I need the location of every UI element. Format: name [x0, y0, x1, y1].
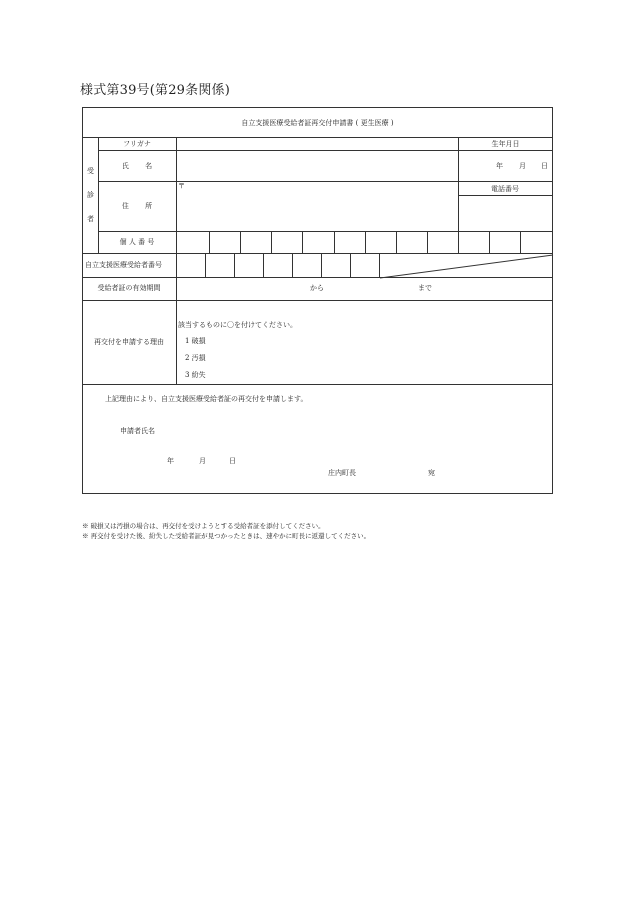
- form-number: 様式第39号(第29条関係): [80, 83, 231, 98]
- digit-box-divider: [427, 231, 428, 253]
- footnote: ※ 再交付を受けた後、紛失した受給者証が見つかったときは、速やかに町長に返還してください。: [82, 532, 371, 540]
- patient-group-char: 受: [87, 167, 94, 175]
- digit-box-divider: [520, 231, 521, 253]
- patient-group-char: 診: [87, 191, 94, 199]
- row-divider: [82, 300, 553, 301]
- digit-box-divider: [489, 231, 490, 253]
- digit-box-divider: [263, 253, 264, 277]
- declaration-text: 上記理由により、自立支援医療受給者証の再交付を申請します。: [105, 395, 308, 403]
- digit-box-divider: [396, 231, 397, 253]
- digit-box-divider: [350, 253, 351, 277]
- date-month-unit: 月: [199, 457, 206, 465]
- footnote: ※ 破損又は汚損の場合は、再交付を受けようとする受給者証を添付してください。: [82, 522, 325, 530]
- digit-box-divider: [292, 253, 293, 277]
- digit-box-divider: [321, 253, 322, 277]
- birth-month-unit: 月: [519, 162, 526, 170]
- patient-group-char: 者: [87, 215, 94, 223]
- digit-box-divider: [234, 253, 235, 277]
- certificate-number-label: 自立支援医療受給者番号: [85, 261, 162, 269]
- col-divider: [458, 137, 459, 231]
- digit-box-divider: [334, 231, 335, 253]
- row-divider: [98, 181, 553, 182]
- digit-box-divider: [458, 231, 459, 253]
- date-year-unit: 年: [167, 457, 174, 465]
- name-label: 氏 名: [121, 162, 153, 170]
- date-day-unit: 日: [229, 457, 236, 465]
- validity-from: から: [310, 284, 324, 292]
- digit-box-divider: [205, 253, 206, 277]
- furigana-label: フリガナ: [123, 140, 151, 148]
- individual-number-label: 個 人 番 号: [119, 238, 155, 246]
- col-divider: [176, 137, 177, 384]
- postal-mark: 〒: [178, 182, 185, 190]
- row-divider: [98, 231, 553, 232]
- reason-option: 3 紛失: [185, 371, 206, 379]
- digit-box-divider: [302, 231, 303, 253]
- applicant-label: 申請者氏名: [120, 427, 155, 435]
- addressee: 庄内町長: [328, 469, 356, 477]
- validity-to: まで: [418, 284, 432, 292]
- birth-day-unit: 日: [541, 162, 548, 170]
- birth-year-unit: 年: [496, 162, 503, 170]
- validity-label: 受給者証の有効期間: [97, 284, 161, 292]
- phone-label: 電話番号: [491, 185, 519, 193]
- form-title: 自立支援医療受給者証再交付申請書 ( 更生医療 ): [241, 119, 394, 127]
- birthdate-label: 生年月日: [491, 140, 520, 148]
- row-divider: [98, 150, 553, 151]
- reason-option: 1 破損: [185, 337, 206, 345]
- digit-box-divider: [365, 231, 366, 253]
- digit-box-divider: [209, 231, 210, 253]
- footnotes: [82, 521, 370, 541]
- reason-label: 再交付を申請する理由: [94, 338, 164, 346]
- col-divider: [98, 137, 99, 253]
- digit-box-divider: [271, 231, 272, 253]
- honorific: 宛: [428, 469, 435, 477]
- address-label: 住 所: [121, 202, 153, 210]
- row-divider: [82, 384, 553, 385]
- digit-box-divider: [240, 231, 241, 253]
- row-divider: [82, 137, 553, 138]
- reason-option: 2 汚損: [185, 354, 206, 362]
- reason-instruction: 該当するものに〇を付けてください。: [178, 321, 297, 329]
- diagonal-strike: [380, 254, 554, 279]
- row-divider: [458, 195, 553, 196]
